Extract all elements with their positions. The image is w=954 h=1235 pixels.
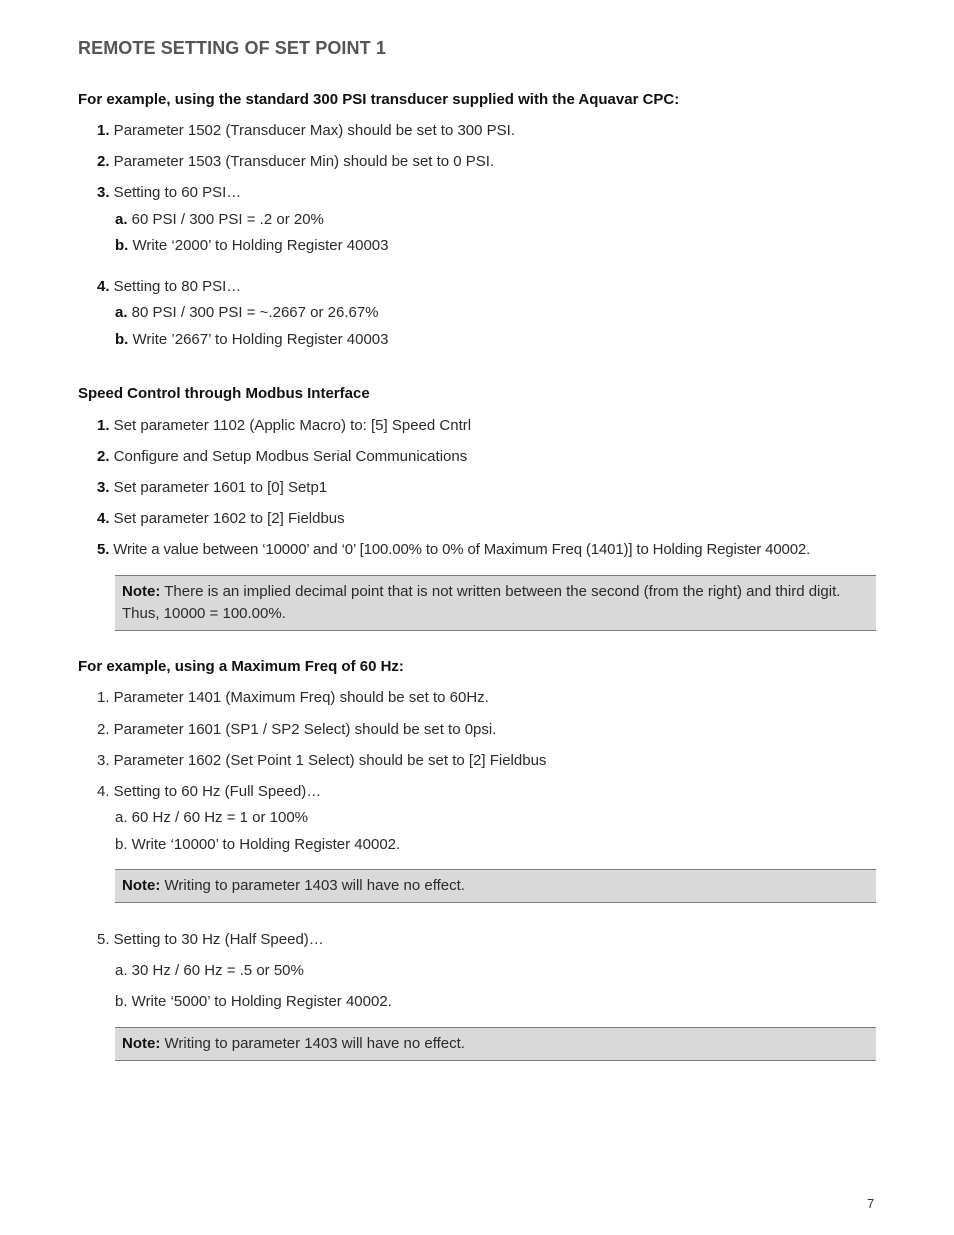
- note-label: Note:: [122, 583, 161, 600]
- note-text: Writing to parameter 1403 will have no effect.: [160, 1035, 465, 1052]
- list-text: Set parameter 1602 to [2] Fieldbus: [109, 510, 345, 527]
- list-text: 80 PSI / 300 PSI = ~.2667 or 26.67%: [127, 304, 379, 321]
- list-item: 2. Parameter 1601 (SP1 / SP2 Select) should be set to 0psi.: [97, 721, 497, 738]
- list-letter: b.: [115, 331, 129, 348]
- list-number: 4.: [97, 510, 110, 527]
- list-item: [97, 417, 471, 434]
- list-number: 3.: [97, 479, 110, 496]
- sub-list-item: [115, 304, 379, 321]
- list-text: Set parameter 1601 to [0] Setp1: [109, 479, 328, 496]
- section2-heading: Speed Control through Modbus Interface: [78, 385, 370, 402]
- sub-list-item: [115, 211, 324, 228]
- list-text: Configure and Setup Modbus Serial Communications: [109, 448, 468, 465]
- list-number: 1.: [97, 417, 110, 434]
- list-text: Parameter 1502 (Transducer Max) should be set to 300 PSI.: [109, 122, 515, 139]
- list-item: [97, 278, 241, 295]
- list-number: 5.: [97, 541, 110, 558]
- list-text: Write ’2667’ to Holding Register 40003: [128, 331, 389, 348]
- list-text: Write a value between ‘10000’ and ‘0’ [100.00% to 0% of Maximum Freq (1401)] to Holding Register 40002.: [109, 541, 811, 558]
- note-box: [115, 869, 876, 903]
- list-number: 2.: [97, 153, 110, 170]
- list-item: [97, 153, 494, 170]
- list-item: [97, 541, 810, 558]
- list-number: 4.: [97, 278, 110, 295]
- note-box: [115, 1027, 876, 1061]
- list-item: 4. Setting to 60 Hz (Full Speed)…: [97, 783, 322, 800]
- list-number: 2.: [97, 448, 110, 465]
- page-number: 7: [867, 1196, 875, 1211]
- list-item: 3. Parameter 1602 (Set Point 1 Select) should be set to [2] Fieldbus: [97, 752, 547, 769]
- note-text: There is an implied decimal point that is not written between the second (from the right) and third digit. Thus, 10000 = 100.00%.: [122, 583, 841, 622]
- list-text: 60 PSI / 300 PSI = .2 or 20%: [127, 211, 324, 228]
- list-item: [97, 184, 241, 201]
- list-text: Set parameter 1102 (Applic Macro) to: [5] Speed Cntrl: [109, 417, 472, 434]
- list-text: Parameter 1503 (Transducer Min) should be set to 0 PSI.: [109, 153, 495, 170]
- section1-heading: For example, using the standard 300 PSI transducer supplied with the Aquavar CPC:: [78, 91, 680, 108]
- list-text: Setting to 80 PSI…: [109, 278, 242, 295]
- sub-list-item: b. Write ‘10000’ to Holding Register 40002.: [115, 836, 401, 853]
- note-label: Note:: [122, 1035, 161, 1052]
- list-text: Write ‘2000’ to Holding Register 40003: [128, 237, 389, 254]
- page-title: REMOTE SETTING OF SET POINT 1: [78, 38, 386, 58]
- list-item: [97, 448, 467, 465]
- sub-list-item: a. 60 Hz / 60 Hz = 1 or 100%: [115, 809, 309, 826]
- list-item: [97, 510, 345, 527]
- note-text: Writing to parameter 1403 will have no effect.: [160, 877, 465, 894]
- sub-list-item: [115, 331, 389, 348]
- sub-list-item: [115, 237, 389, 254]
- list-item: [97, 122, 515, 139]
- note-label: Note:: [122, 877, 161, 894]
- sub-list-item: a. 30 Hz / 60 Hz = .5 or 50%: [115, 962, 304, 979]
- list-text: Setting to 60 PSI…: [109, 184, 242, 201]
- list-item: 5. Setting to 30 Hz (Half Speed)…: [97, 931, 324, 948]
- list-number: 3.: [97, 184, 110, 201]
- list-item: 1. Parameter 1401 (Maximum Freq) should be set to 60Hz.: [97, 689, 489, 706]
- list-letter: b.: [115, 237, 129, 254]
- list-item: [97, 479, 327, 496]
- list-number: 1.: [97, 122, 110, 139]
- list-letter: a.: [115, 304, 128, 321]
- list-letter: a.: [115, 211, 128, 228]
- note-box: [115, 575, 876, 631]
- sub-list-item: b. Write ‘5000’ to Holding Register 40002.: [115, 993, 392, 1010]
- section3-heading: For example, using a Maximum Freq of 60 Hz:: [78, 658, 404, 675]
